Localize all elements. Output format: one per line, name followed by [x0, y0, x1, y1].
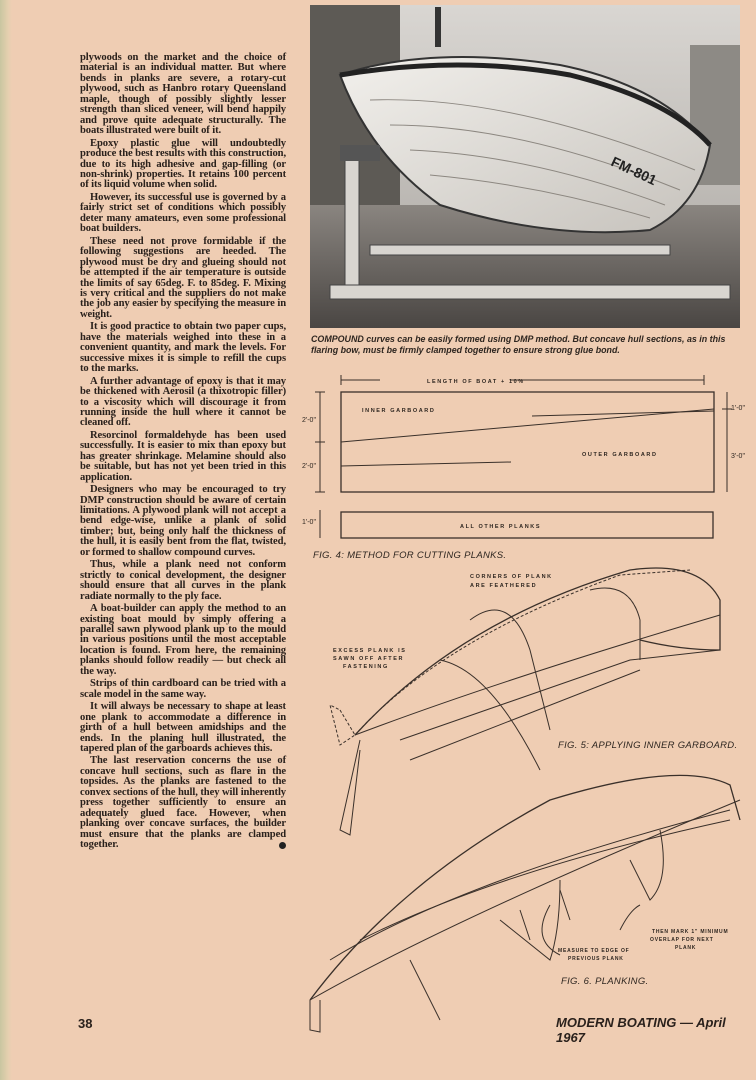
fig4-dim-left-top: 2'-0"	[302, 417, 316, 424]
paragraph-last	[80, 756, 286, 850]
page-binding-edge	[0, 0, 12, 1080]
page-number: 38	[78, 1016, 93, 1031]
fig5-note-corners-1: CORNERS OF PLANK	[470, 574, 553, 580]
paragraph: It will always be necessary to shape at least one plank to accommodate a difference in girth of a hull between amidships and the ends. In the planing hull illustrated, the tapered plan of the garboards achieves this.	[80, 701, 286, 754]
fig5-note-excess-1: EXCESS PLANK IS	[333, 648, 407, 654]
paragraph: Strips of thin cardboard can be tried with a scale model in the same way.	[80, 678, 286, 700]
paragraph: Epoxy plastic glue will undoubtedly produce the best results with this construction, due to its high adhesive and gap-filling (or non-shrink) properties. It retains 100 percent of its liquid volume when solid.	[80, 137, 286, 191]
fig4-dim-right-bottom: 3'-0"	[731, 453, 745, 460]
fig4-all-other-planks-label: ALL OTHER PLANKS	[460, 524, 542, 530]
fig6-note-mark-3: PLANK	[675, 945, 697, 951]
fig4-outer-garboard-label: OUTER GARBOARD	[582, 452, 658, 458]
fig6-title: FIG. 6. PLANKING.	[561, 976, 649, 987]
fig6-note-mark-2: OVERLAP FOR NEXT	[650, 937, 714, 943]
paragraph-text: The last reservation concerns the use of concave hull sections, such as flare in the topsides. As the planks are fastened to the convex sections of the hull, they will inherently press together sufficiently to ensure an adequately glued face. However, when planking over concave surfaces, the builder must ensure that the planks are clamped together.	[80, 755, 286, 851]
end-mark-icon	[279, 842, 286, 849]
paragraph: It is good practice to obtain two paper cups, have the materials weighed into these in a convenient quantity, and mark the levels. For successive mixes it is simple to refill the cups to the marks.	[80, 321, 286, 375]
paragraph: Designers who may be encouraged to try DMP construction should be aware of certain limitations. A plywood plank will not accept a bend edge-wise, unlike a plank of solid timber; but, being only half the thickness of the hull, it is easily bent from the flat, twisted, or formed to shallow compound curves.	[80, 484, 286, 558]
fig4-inner-garboard-label: INNER GARBOARD	[362, 408, 436, 414]
paragraph: A further advantage of epoxy is that it may be thickened with Aerosil (a thixotropic filler) to a viscosity which will discourage it from running inside the hull where it cannot be cleaned off.	[80, 375, 286, 429]
photo-caption: COMPOUND curves can be easily formed using DMP method. But concave hull sections, as in this flaring bow, must be firmly clamped together to ensure strong glue bond.	[311, 334, 726, 355]
publication-footer: MODERN BOATING — April 1967	[556, 1015, 726, 1045]
boat-photo	[310, 5, 740, 328]
fig5-note-corners-2: ARE FEATHERED	[470, 583, 538, 589]
fig5-note-excess-2: SAWN OFF AFTER	[333, 656, 405, 662]
paragraph: Thus, while a plank need not conform strictly to conical development, the designer should ensure that all curves in the plank radiate normally to the ply face.	[80, 559, 286, 602]
hull-registration: FM-801	[608, 153, 660, 189]
paragraph: These need not prove formidable if the following suggestions are heeded. The plywood must be dry and glueing should not be attempted if the air temperature is outside the limits of say 65deg. F. to 85deg. F. Mixing is very critical and the suppliers do not make the job any easier by specifying the measure in weight.	[80, 235, 286, 320]
fig6-note-measure-2: PREVIOUS PLANK	[568, 956, 624, 962]
fig4-length-label: LENGTH OF BOAT + 10%	[427, 379, 525, 385]
fig6-note-measure-1: MEASURE TO EDGE OF	[558, 948, 630, 954]
plank-diagrams	[300, 360, 756, 1040]
fig4-title: FIG. 4: METHOD FOR CUTTING PLANKS.	[313, 550, 507, 561]
paragraph: However, its successful use is governed by a fairly strict set of conditions which possibly deter many amateurs, even some professional boat builders.	[80, 191, 286, 235]
fig5-note-excess-3: FASTENING	[343, 664, 389, 670]
paragraph: A boat-builder can apply the method to an existing boat mould by simply offering a parallel sawn plywood plank up to the mould in various positions until the most acceptable location is found. From here, the remaining planks should follow readily — but check all the way.	[80, 603, 286, 677]
fig4-dim-plank: 1'-0"	[302, 519, 316, 526]
fig5-title: FIG. 5: APPLYING INNER GARBOARD.	[558, 740, 738, 751]
paragraph: plywoods on the market and the choice of material is an individual matter. But where bends in planks are severe, a rotary-cut plywood, such as Hanbro rotary Queensland maple, though of possibly slightly lesser strength than sliced veneer, will bend happily and prove quite adequate structurally. The boats illustrated were built of it.	[80, 52, 286, 137]
paragraph: Resorcinol formaldehyde has been used successfully. It is easier to mix than epoxy but has greater shrinkage. Melamine should also be suitable, but has not yet been tried in this application.	[80, 429, 286, 483]
fig4-dim-left-bottom: 2'-0"	[302, 463, 316, 470]
fig4-dim-right-top: 1'-0"	[731, 405, 745, 412]
article-text-column	[80, 53, 286, 853]
fig6-note-mark-1: THEN MARK 1" MINIMUM	[652, 929, 729, 935]
